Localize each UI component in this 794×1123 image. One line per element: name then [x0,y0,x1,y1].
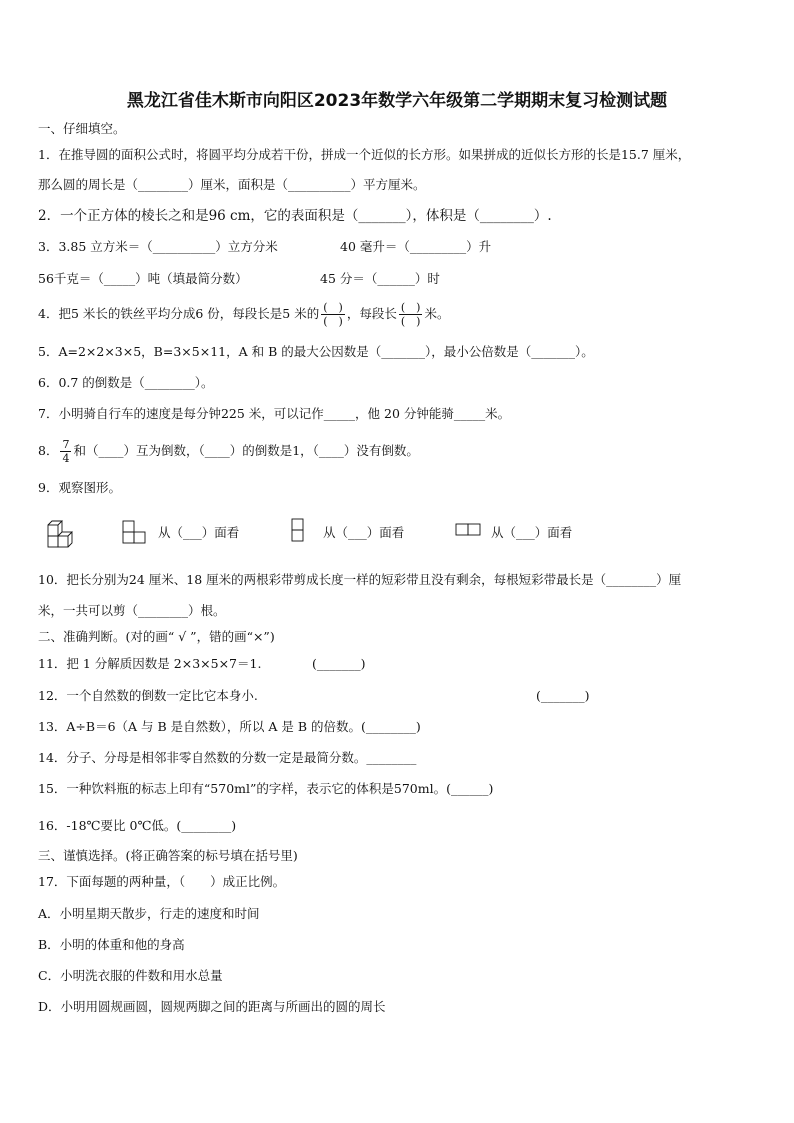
question-4 [38,298,449,330]
fraction-blank-1 [321,301,345,328]
question-15: 15．一种饮料瓶的标志上印有“570ml”的字样，表示它的体积是570ml。(______) [38,781,494,796]
section-2-heading: 二、准确判断。(对的画“ √ ”，错的画“×”) [38,629,275,644]
question-16: 16．-18℃要比 0℃低。(________) [38,818,237,833]
question-10-line-1: 10．把长分别为24 厘米、18 厘米的两根彩带剪成长度一样的短彩带且没有剩余，每根短彩带最长是（________）厘 [38,572,682,587]
question-13: 13．A÷B＝6（A 与 B 是自然数），所以 A 是 B 的倍数。(________) [38,719,421,734]
view-shape-vertical-figure [290,517,306,545]
question-4-text-end: 米。 [424,306,450,321]
section-1-heading: 一、仔细填空。 [38,121,126,136]
cube-arrangement-figure [44,518,80,550]
question-11-answer-blank: (_______) [312,656,366,671]
question-2: 2．一个正方体的棱长之和是96 cm，它的表面积是（_______），体积是（________）. [38,208,552,224]
question-3-part-c: 56千克＝（_____）吨（填最简分数） [38,271,248,286]
view-question-3: 从（___）面看 [491,525,573,540]
question-8 [38,436,419,466]
fraction-denominator-blank: ( ) [323,315,343,328]
question-4-text-mid: ，每段长 [346,306,397,321]
fraction-numerator: 7 [62,438,70,451]
question-7: 7．小明骑自行车的速度是每分钟225 米，可以记作_____，他 20 分钟能骑_____米。 [38,406,511,421]
fraction-numerator-blank: ( ) [400,301,421,314]
option-c: C．小明洗衣服的件数和用水总量 [38,968,223,983]
view-shape-l-figure [121,519,149,547]
fraction-denominator-blank: ( ) [400,315,421,328]
page-title: 黑龙江省佳木斯市向阳区2023年数学六年级第二学期期末复习检测试题 [126,91,668,111]
question-8-text: 和（____）互为倒数，（____）的倒数是1，（____）没有倒数。 [73,443,419,458]
question-10-line-2: 米，一共可以剪（________）根。 [38,603,226,618]
question-3-part-b: 40 毫升＝（_________）升 [340,239,492,254]
question-12-answer-blank: (_______) [536,688,590,703]
question-8-number: 8． [38,443,59,458]
option-d: D．小明用圆规画圆，圆规两脚之间的距离与所画出的圆的周长 [38,999,386,1014]
question-4-text-start: 4．把5 米长的铁丝平均分成6 份，每段长是5 米的 [38,306,320,321]
question-1-line-1: 1．在推导圆的面积公式时，将圆平均分成若干份，拼成一个近似的长方形。如果拼成的近似长方形的长是15.7 厘米， [38,147,691,162]
fraction-blank-2 [399,301,423,328]
question-3-part-d: 45 分＝（______）时 [320,271,440,286]
question-11: 11．把 1 分解质因数是 2×3×5×7＝1. [38,656,262,671]
option-b: B．小明的体重和他的身高 [38,937,185,952]
question-3-part-a: 3．3.85 立方米＝（__________）立方分米 [38,239,278,254]
view-question-1: 从（___）面看 [158,525,240,540]
question-12: 12．一个自然数的倒数一定比它本身小. [38,688,258,703]
fraction-denominator: 4 [62,452,70,465]
question-14: 14．分子、分母是相邻非零自然数的分数一定是最简分数。________ [38,750,417,765]
view-shape-horizontal-figure [454,522,484,538]
fraction-numerator-blank: ( ) [323,301,343,314]
question-6: 6．0.7 的倒数是（________）。 [38,375,214,390]
question-1-line-2: 那么圆的周长是（________）厘米，面积是（__________）平方厘米。 [38,177,426,192]
question-5: 5．A=2×2×3×5，B=3×5×11，A 和 B 的最大公因数是（_______），最小公倍数是（_______）。 [38,344,594,359]
view-question-2: 从（___）面看 [323,525,405,540]
question-9: 9．观察图形。 [38,480,121,495]
option-a: A．小明星期天散步，行走的速度和时间 [38,906,260,921]
question-17: 17．下面每题的两种量，（ ）成正比例。 [38,874,286,889]
section-3-heading: 三、谨慎选择。(将正确答案的标号填在括号里) [38,848,298,863]
fraction-seven-fourths [60,438,71,465]
